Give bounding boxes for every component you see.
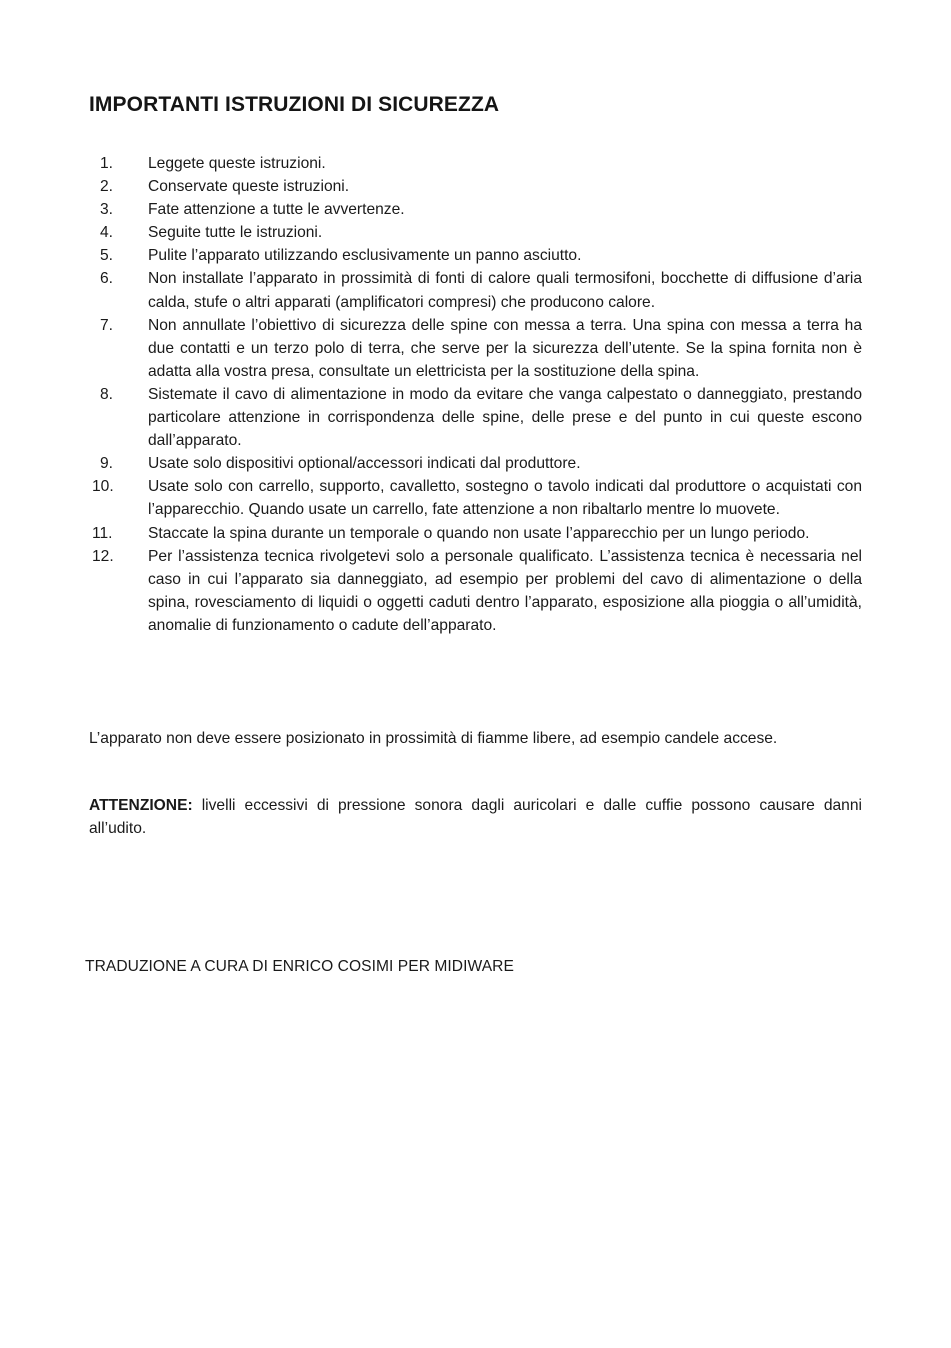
list-item (100, 314, 862, 383)
list-item (100, 244, 862, 267)
list-item (100, 383, 862, 452)
list-item (100, 175, 862, 198)
list-item-text: Per l’assistenza tecnica rivolgetevi solo a personale qualificato. L’assistenza tecnica è necessaria nel caso in cui l’apparato sia danneggiato, ad esempio per problemi del cavo di alimentazione o della spina, rovesciamento di liquidi o oggetti caduti dentro l’apparato, esposizione alla pioggia o all’umidità, anomalie di funzionamento o cadute dell’apparato. (148, 547, 862, 634)
list-item-number: 9. (100, 455, 114, 473)
hearing-warning (89, 794, 862, 840)
list-item-number: 3. (100, 201, 114, 219)
list-item-text: Staccate la spina durante un temporale o quando non usate l’apparecchio per un lungo periodo. (148, 524, 810, 542)
list-item-text: Usate solo dispositivi optional/accessori indicati dal produttore. (148, 455, 581, 473)
list-item-text: Non installate l’apparato in prossimità di fonti di calore quali termosifoni, bocchette di diffusione d’aria calda, stufe o altri apparati (amplificatori compresi) che producono calore. (148, 270, 862, 311)
warning-text: livelli eccessivi di pressione sonora dagli auricolari e dalle cuffie possono causare danni all’udito. (89, 797, 862, 838)
list-item-text: Leggete queste istruzioni. (148, 155, 326, 172)
list-item-number: 10. (92, 478, 114, 496)
warning-label: ATTENZIONE: (89, 797, 193, 814)
list-item-text: Pulite l’apparato utilizzando esclusivamente un panno asciutto. (148, 247, 582, 265)
list-item-number: 5. (100, 247, 114, 265)
list-item-number: 11. (92, 524, 113, 542)
list-item-text: Fate attenzione a tutte le avvertenze. (148, 201, 405, 219)
list-item-number: 1. (100, 155, 114, 172)
list-item (100, 452, 862, 475)
list-item (100, 221, 862, 244)
list-item-text: Sistemate il cavo di alimentazione in modo da evitare che vanga calpestato o danneggiato, prestando particolare attenzione in corrispondenza delle spine, delle prese e del punto in cui queste escono dall’apparato. (148, 385, 862, 450)
list-item-text: Conservate queste istruzioni. (148, 178, 350, 196)
page-title: IMPORTANTI ISTRUZIONI DI SICUREZZA (89, 93, 500, 116)
list-item-text: Seguite tutte le istruzioni. (148, 224, 323, 242)
translation-credit: TRADUZIONE A CURA DI ENRICO COSIMI PER MIDIWARE (85, 958, 514, 975)
list-item (92, 522, 862, 545)
list-item-number: 8. (100, 385, 114, 403)
list-item-number: 6. (100, 270, 114, 288)
list-item-number: 7. (100, 316, 114, 334)
open-flame-note: L’apparato non deve essere posizionato in prossimità di fiamme libere, ad esempio candele accese. (89, 730, 778, 747)
list-item-text: Usate solo con carrello, supporto, cavalletto, sostegno o tavolo indicati dal produttore o acquistati con l’apparecchio. Quando usate un carrello, fate attenzione a non ribaltarlo mentre lo muovete. (148, 478, 862, 519)
list-item (100, 198, 862, 221)
instructions-list (92, 152, 862, 637)
list-item-number: 12. (92, 547, 114, 565)
list-item-text: Non annullate l’obiettivo di sicurezza delle spine con messa a terra. Una spina con messa a terra ha due contatti e un terzo polo di terra, che serve per la sicurezza dell’utente. Se la spina fornita non è adatta alla vostra presa, consultate un elettricista per la sostituzione della spina. (148, 316, 862, 380)
list-item (92, 545, 862, 637)
list-item (100, 152, 862, 175)
list-item-number: 4. (100, 224, 114, 242)
list-item (92, 475, 862, 521)
list-item (100, 267, 862, 313)
list-item-number: 2. (100, 178, 114, 196)
